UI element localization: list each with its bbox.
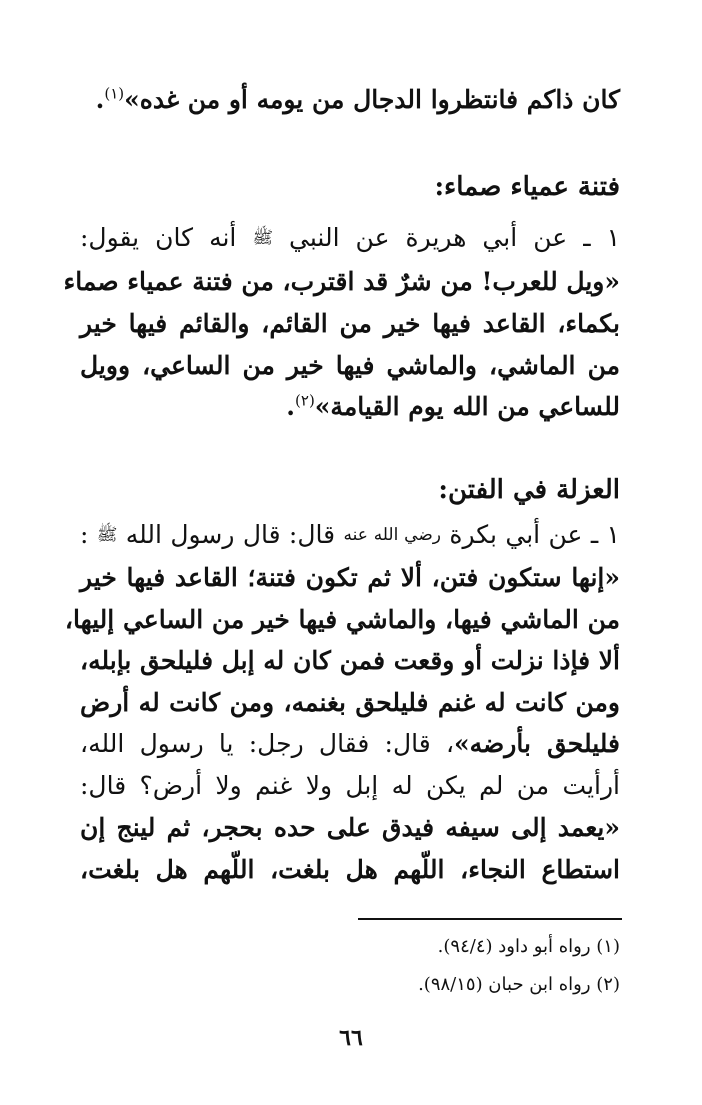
line-6-text: للساعي من الله يوم القيامة»	[314, 392, 620, 421]
section-heading-2: العزلة في الفتن:	[438, 475, 620, 505]
text-line-2	[80, 218, 620, 258]
text-line-14: «يعمد إلى سيفه فيدق على حده بحجر، ثم لينج إن	[80, 813, 620, 842]
line-1-end: .	[95, 85, 105, 114]
text-line-11: ومن كانت له غنم فليلحق بغنمه، ومن كانت له أرض	[80, 688, 620, 717]
text-line-9: من الماشي فيها، والماشي فيها خير من الساعي إليها،	[64, 605, 620, 634]
line-2-part-b: أنه كان يقول:	[80, 223, 237, 252]
line-6-end: .	[286, 392, 296, 421]
footnote-separator	[358, 918, 622, 920]
text-line-6	[80, 387, 620, 427]
section-heading-1: فتنة عمياء صماء:	[434, 172, 620, 202]
text-line-1	[80, 80, 620, 120]
footnote-ref-1[interactable]: (١)	[104, 84, 125, 103]
text-line-3: «ويل للعرب! من شرٌ قد اقترب، من فتنة عمياء صماء	[63, 267, 620, 296]
text-line-12	[80, 724, 620, 764]
text-line-7	[80, 515, 620, 555]
line-2-part-a: ١ ـ عن أبي هريرة عن النبي	[289, 223, 620, 252]
text-line-8: «إنها ستكون فتن، ألا ثم تكون فتنة؛ القاعد فيها خير	[80, 563, 620, 592]
footnote-2: (٢) رواه ابن حبان (٩٨/١٥).	[418, 974, 620, 995]
salla-ligature-2: ﷺ	[96, 525, 118, 545]
line-7-part-b: قال: قال رسول الله	[125, 520, 336, 549]
text-line-13: أرأيت من لم يكن له إبل ولا غنم ولا أرض؟ قال:	[80, 771, 620, 800]
salla-ligature-1: ﷺ	[252, 228, 273, 248]
line-7-end: :	[80, 520, 89, 549]
footnote-ref-2[interactable]: (٢)	[295, 391, 315, 410]
text-line-4: بكماء، القاعد فيها خير من القائم، والقائم فيها خير	[80, 309, 620, 338]
line-1-text: كان ذاكم فانتظروا الدجال من يومه أو من غده»	[124, 85, 620, 114]
radi-ligature: رضي الله عنه	[343, 525, 441, 545]
line-7-part-a: ١ ـ عن أبي بكرة	[449, 520, 620, 549]
page-number: ٦٦	[339, 1025, 363, 1051]
text-line-15: استطاع النجاء، اللّهم هل بلغت، اللّهم هل بلغت،	[80, 855, 620, 884]
line-12-rest: ، قال: فقال رجل: يا رسول الله،	[80, 729, 455, 758]
line-12-bold: فليلحق بأرضه»	[454, 729, 620, 758]
text-line-10: ألا فإذا نزلت أو وقعت فمن كان له إبل فليلحق بإبله،	[80, 646, 620, 675]
footnote-1: (١) رواه أبو داود (٩٤/٤).	[437, 936, 620, 957]
text-line-5: من الماشي، والماشي فيها خير من الساعي، وويل	[80, 351, 620, 380]
